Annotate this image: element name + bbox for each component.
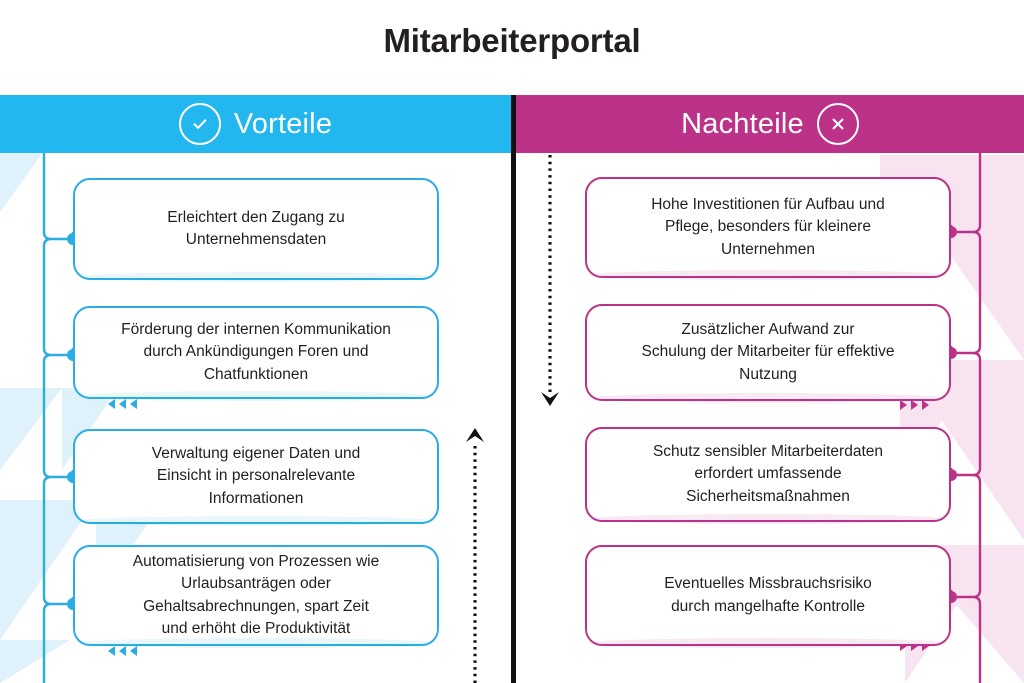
positive-item-4[interactable] xyxy=(73,545,439,646)
positive-item-4-text: Automatisierung von Prozessen wie Urlaubsanträgen oder Gehaltsabrechnungen, spart Zeit und erhöht die Produktivität xyxy=(132,552,380,637)
column-divider xyxy=(511,95,516,683)
negative-item-2-text: Zusätzlicher Aufwand zur Schulung der Mitarbeiter für effektive Nutzung xyxy=(641,321,895,383)
negative-item-3[interactable] xyxy=(585,427,951,522)
x-circle-icon xyxy=(817,103,859,145)
positive-column-title: Vorteile xyxy=(233,107,333,140)
negative-item-4[interactable] xyxy=(585,545,951,646)
positive-item-3-text: Verwaltung eigener Daten und Einsicht in personalrelevante Informationen xyxy=(151,445,361,507)
negative-column-header xyxy=(516,95,1024,153)
negative-item-1-text: Hohe Investitionen für Aufbau und Pflege, besonders für kleinere Unternehmen xyxy=(651,196,885,258)
negative-item-2[interactable] xyxy=(585,304,951,401)
page-title: Mitarbeiterportal xyxy=(383,22,641,59)
negative-column-title: Nachteile xyxy=(681,107,804,140)
positive-item-2-text: Förderung der internen Kommunikation durch Ankündigungen Foren und Chatfunktionen xyxy=(121,321,391,383)
positive-item-1[interactable] xyxy=(73,178,439,280)
positive-item-2[interactable] xyxy=(73,306,439,399)
negative-item-3-text: Schutz sensibler Mitarbeiterdaten erfordert umfassende Sicherheitsmaßnahmen xyxy=(652,443,884,505)
positive-column-header xyxy=(0,95,511,153)
negative-item-4-text: Eventuelles Missbrauchsrisiko durch mangelhafte Kontrolle xyxy=(664,575,872,615)
negative-item-1[interactable] xyxy=(585,177,951,278)
check-circle-icon xyxy=(179,103,221,145)
positive-item-1-text: Erleichtert den Zugang zu Unternehmensdaten xyxy=(167,208,345,248)
positive-item-3[interactable] xyxy=(73,429,439,524)
